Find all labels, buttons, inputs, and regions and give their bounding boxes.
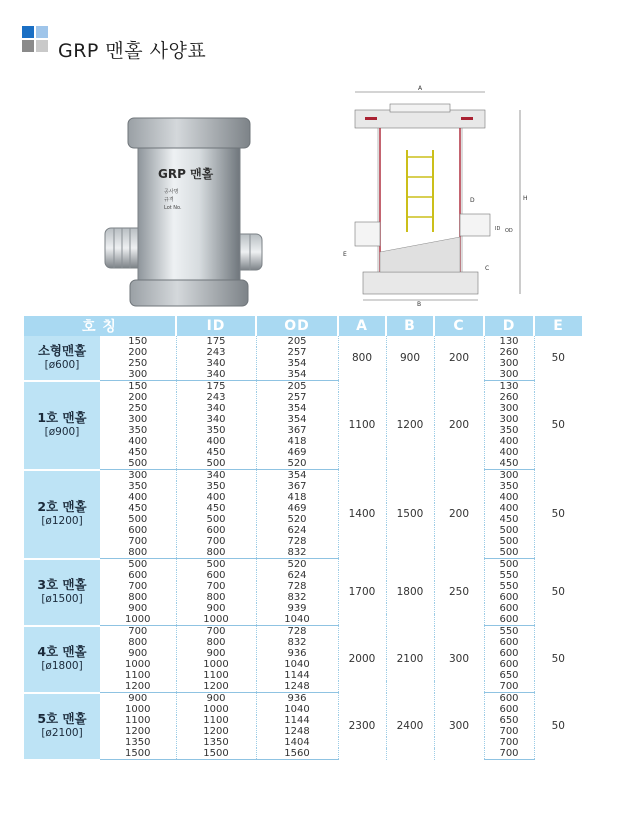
id-cell: 900 [176, 693, 256, 705]
table-row [24, 447, 582, 458]
id-cell: 1100 [176, 715, 256, 726]
od-cell: 354 [256, 403, 338, 414]
d-cell: 650 [484, 670, 534, 681]
nominal-size-cell: 300 [100, 369, 176, 381]
id-cell: 900 [176, 648, 256, 659]
model-name: 2호 맨홀 [37, 499, 87, 514]
id-cell: 340 [176, 358, 256, 369]
nominal-size-cell: 1100 [125, 715, 151, 726]
id-cell: 700 [176, 626, 256, 638]
d-cell: 450 [484, 458, 534, 470]
e-cell: 50 [534, 470, 582, 559]
b-cell: 2400 [386, 693, 434, 760]
a-cell: 2300 [338, 693, 386, 760]
id-cell: 340 [176, 369, 256, 381]
d-cell: 700 [484, 737, 534, 748]
od-cell: 354 [256, 470, 338, 482]
header-nominal: 호 칭 [24, 316, 176, 336]
e-cell: 50 [534, 559, 582, 626]
d-cell: 300 [484, 369, 534, 381]
id-cell: 1000 [176, 659, 256, 670]
d-cell: 500 [484, 536, 534, 547]
table-row [24, 715, 582, 726]
nominal-size-cell: 400 [128, 436, 148, 447]
e-cell: 50 [534, 336, 582, 381]
dim-label-od: OD [505, 228, 513, 234]
a-cell: 2000 [338, 626, 386, 693]
nominal-size-cell: 700 [128, 581, 148, 592]
od-cell: 832 [256, 637, 338, 648]
od-cell: 1144 [256, 715, 338, 726]
od-cell: 728 [256, 626, 338, 638]
od-cell: 832 [256, 592, 338, 603]
b-cell: 1800 [386, 559, 434, 626]
d-cell: 550 [484, 581, 534, 592]
table-row [24, 358, 582, 369]
dim-label-h: H [523, 195, 528, 202]
od-cell: 939 [256, 603, 338, 614]
table-row [24, 492, 582, 503]
header-id: ID [176, 316, 256, 336]
model-diameter: [ø900] [44, 426, 80, 438]
id-cell: 340 [176, 414, 256, 425]
od-cell: 624 [256, 570, 338, 581]
nominal-size-cell: 250 [128, 403, 148, 414]
od-cell: 354 [256, 369, 338, 381]
nominal-size-cell: 450 [128, 503, 148, 514]
nominal-size-cell: 250 [128, 358, 148, 369]
nominal-size-cell: 700 [128, 536, 148, 547]
od-cell: 257 [256, 392, 338, 403]
table-row [24, 559, 582, 571]
d-cell: 700 [484, 726, 534, 737]
b-cell: 900 [386, 336, 434, 381]
id-cell: 450 [176, 447, 256, 458]
model-name: 3호 맨홀 [37, 577, 87, 592]
model-diameter: [ø1500] [41, 593, 83, 605]
model-cell [24, 559, 100, 626]
id-cell: 1350 [176, 737, 256, 748]
nominal-size-cell: 300 [128, 414, 148, 425]
od-cell: 1404 [256, 737, 338, 748]
c-cell: 200 [434, 470, 484, 559]
d-cell: 350 [484, 481, 534, 492]
nominal-size-cell: 1000 [125, 659, 151, 670]
model-diameter: [ø2100] [41, 727, 83, 739]
table-row [24, 503, 582, 514]
id-cell: 243 [176, 392, 256, 403]
nominal-size-cell: 150 [128, 336, 148, 347]
table-row [24, 425, 582, 436]
od-cell: 418 [256, 436, 338, 447]
table-row [24, 637, 582, 648]
page-title: GRP 맨홀 사양표 [58, 40, 207, 62]
od-cell: 1040 [256, 704, 338, 715]
od-cell: 520 [256, 458, 338, 470]
header-a: A [338, 316, 386, 336]
logo-square-blue [22, 26, 34, 38]
b-cell: 1500 [386, 470, 434, 559]
id-cell: 400 [176, 492, 256, 503]
table-row [24, 670, 582, 681]
nominal-size-cell: 350 [128, 425, 148, 436]
model-name: 4호 맨홀 [37, 644, 87, 659]
d-cell: 130 [484, 336, 534, 347]
od-cell: 205 [256, 336, 338, 347]
a-cell: 1400 [338, 470, 386, 559]
table-row [24, 592, 582, 603]
logo-square-lightgray [36, 40, 48, 52]
nominal-size-cell: 1350 [125, 737, 151, 748]
table-row [24, 704, 582, 715]
manhole-section-diagram [335, 82, 535, 307]
d-cell: 450 [484, 514, 534, 525]
model-diameter: [ø600] [44, 358, 80, 371]
table-row [24, 726, 582, 737]
c-cell: 300 [434, 693, 484, 760]
d-cell: 260 [484, 347, 534, 358]
od-cell: 1040 [256, 614, 338, 626]
nominal-size-cell: 150 [128, 381, 148, 392]
top-cap [128, 118, 250, 148]
table-row [24, 414, 582, 425]
nominal-size-cell: 1000 [125, 704, 151, 715]
nominal-size-cell: 1200 [100, 681, 176, 693]
dim-label-b: B [417, 301, 422, 307]
d-cell: 130 [484, 381, 534, 393]
id-cell: 450 [176, 503, 256, 514]
c-cell: 300 [434, 626, 484, 693]
od-cell: 1248 [256, 726, 338, 737]
table-row [24, 403, 582, 414]
table-row [24, 347, 582, 358]
b-cell: 1200 [386, 381, 434, 470]
d-cell: 600 [484, 592, 534, 603]
d-cell: 600 [484, 614, 534, 626]
d-cell: 300 [484, 414, 534, 425]
table-row [24, 336, 582, 347]
table-header-row [24, 316, 582, 336]
table-row [24, 681, 582, 693]
photo-small-line-2: 규격 [164, 197, 174, 203]
od-cell: 354 [256, 414, 338, 425]
c-cell: 200 [434, 336, 484, 381]
id-cell: 500 [176, 559, 256, 571]
model-cell [24, 470, 100, 559]
od-cell: 205 [256, 381, 338, 393]
table-row [24, 737, 582, 748]
nominal-size-cell: 1100 [125, 670, 151, 681]
header-c: C [434, 316, 484, 336]
od-cell: 354 [256, 358, 338, 369]
nominal-size-cell: 700 [128, 626, 148, 637]
id-cell: 1000 [176, 704, 256, 715]
a-cell: 800 [338, 336, 386, 381]
d-cell: 300 [484, 470, 534, 482]
table-row [24, 458, 582, 470]
model-cell [24, 693, 100, 760]
nominal-size-cell: 500 [128, 514, 148, 525]
dim-label-e: E [343, 251, 347, 258]
nominal-size-cell: 800 [100, 547, 176, 559]
d-cell: 500 [484, 547, 534, 559]
e-cell: 50 [534, 693, 582, 760]
nominal-size-cell: 400 [128, 492, 148, 503]
table-row [24, 693, 582, 705]
dim-label-a: A [418, 85, 423, 92]
nominal-size-cell: 1000 [100, 614, 176, 626]
header-e: E [534, 316, 582, 336]
d-cell: 600 [484, 659, 534, 670]
od-cell: 728 [256, 536, 338, 547]
table-row [24, 392, 582, 403]
id-cell: 600 [176, 525, 256, 536]
od-cell: 832 [256, 547, 338, 559]
model-name: 5호 맨홀 [37, 711, 87, 726]
e-cell: 50 [534, 626, 582, 693]
table-row [24, 659, 582, 670]
bottom-base [130, 280, 248, 306]
od-cell: 469 [256, 447, 338, 458]
photo-label: GRP 맨홀 [158, 167, 214, 181]
nominal-size-cell: 1200 [125, 726, 151, 737]
model-cell [24, 336, 100, 381]
od-cell: 257 [256, 347, 338, 358]
table-row [24, 525, 582, 536]
id-cell: 400 [176, 436, 256, 447]
id-cell: 1500 [176, 748, 256, 760]
d-cell: 600 [484, 637, 534, 648]
nominal-size-cell: 900 [128, 693, 148, 704]
d-cell: 600 [484, 704, 534, 715]
a-cell: 1700 [338, 559, 386, 626]
spec-table [24, 316, 582, 761]
od-cell: 1248 [256, 681, 338, 693]
table-row [24, 581, 582, 592]
od-cell: 1144 [256, 670, 338, 681]
id-cell: 800 [176, 637, 256, 648]
table-row [24, 570, 582, 581]
id-cell: 243 [176, 347, 256, 358]
od-cell: 728 [256, 581, 338, 592]
id-cell: 1000 [176, 614, 256, 626]
logo-square-gray [22, 40, 34, 52]
spec-table-body [24, 336, 582, 760]
d-cell: 350 [484, 425, 534, 436]
dim-label-id: ID [495, 226, 501, 232]
model-name: 소형맨홀 [37, 342, 87, 358]
dim-label-d: D [470, 197, 475, 204]
nominal-size-cell: 500 [128, 559, 148, 570]
id-cell: 500 [176, 514, 256, 525]
nominal-size-cell: 900 [128, 603, 148, 614]
d-cell: 500 [484, 559, 534, 571]
nominal-size-cell: 800 [128, 637, 148, 648]
id-cell: 340 [176, 470, 256, 482]
table-row [24, 381, 582, 393]
od-cell: 936 [256, 648, 338, 659]
nominal-size-cell: 900 [128, 648, 148, 659]
table-row [24, 470, 582, 482]
table-row [24, 648, 582, 659]
id-cell: 175 [176, 336, 256, 347]
model-diameter: [ø1200] [41, 515, 83, 527]
od-cell: 1560 [256, 748, 338, 760]
nominal-size-cell: 350 [128, 481, 148, 492]
d-cell: 600 [484, 693, 534, 705]
id-cell: 900 [176, 603, 256, 614]
id-cell: 800 [176, 547, 256, 559]
a-cell: 1100 [338, 381, 386, 470]
nominal-size-cell: 450 [128, 447, 148, 458]
nominal-size-cell: 500 [100, 458, 176, 470]
od-cell: 624 [256, 525, 338, 536]
d-cell: 500 [484, 525, 534, 536]
d-cell: 300 [484, 403, 534, 414]
od-cell: 367 [256, 481, 338, 492]
od-cell: 469 [256, 503, 338, 514]
nominal-size-cell: 1500 [100, 748, 176, 760]
d-cell: 550 [484, 570, 534, 581]
d-cell: 700 [484, 748, 534, 760]
e-cell: 50 [534, 381, 582, 470]
id-cell: 350 [176, 425, 256, 436]
nominal-size-cell: 600 [128, 570, 148, 581]
manhole-product-photo [100, 100, 280, 315]
id-cell: 800 [176, 592, 256, 603]
table-row [24, 481, 582, 492]
table-row [24, 369, 582, 381]
table-row [24, 748, 582, 760]
table-row [24, 547, 582, 559]
dim-label-c: C [485, 265, 490, 272]
d-cell: 700 [484, 681, 534, 693]
table-row [24, 614, 582, 626]
id-cell: 340 [176, 403, 256, 414]
id-cell: 1200 [176, 726, 256, 737]
d-cell: 260 [484, 392, 534, 403]
id-cell: 700 [176, 536, 256, 547]
table-row [24, 626, 582, 638]
nominal-size-cell: 300 [128, 470, 148, 481]
id-cell: 700 [176, 581, 256, 592]
photo-small-line-1: 공사명 [164, 189, 179, 195]
d-cell: 400 [484, 492, 534, 503]
id-cell: 350 [176, 481, 256, 492]
c-cell: 250 [434, 559, 484, 626]
header-od: OD [256, 316, 338, 336]
d-cell: 400 [484, 447, 534, 458]
nominal-size-cell: 200 [128, 392, 148, 403]
table-row [24, 536, 582, 547]
model-cell [24, 381, 100, 470]
logo-square-lightblue [36, 26, 48, 38]
c-cell: 200 [434, 381, 484, 470]
header-b: B [386, 316, 434, 336]
nominal-size-cell: 800 [128, 592, 148, 603]
id-cell: 600 [176, 570, 256, 581]
photo-small-line-3: Lot No. [164, 205, 182, 211]
nominal-size-cell: 200 [128, 347, 148, 358]
nominal-size-cell: 600 [128, 525, 148, 536]
model-name: 1호 맨홀 [37, 410, 87, 425]
d-cell: 400 [484, 503, 534, 514]
od-cell: 418 [256, 492, 338, 503]
model-cell [24, 626, 100, 693]
header-d: D [484, 316, 534, 336]
od-cell: 520 [256, 559, 338, 571]
b-cell: 2100 [386, 626, 434, 693]
id-cell: 1200 [176, 681, 256, 693]
od-cell: 367 [256, 425, 338, 436]
d-cell: 400 [484, 436, 534, 447]
model-diameter: [ø1800] [41, 660, 83, 672]
id-cell: 1100 [176, 670, 256, 681]
d-cell: 550 [484, 626, 534, 638]
table-row [24, 514, 582, 525]
table-row [24, 603, 582, 614]
od-cell: 936 [256, 693, 338, 705]
d-cell: 600 [484, 648, 534, 659]
id-cell: 175 [176, 381, 256, 393]
od-cell: 520 [256, 514, 338, 525]
table-row [24, 436, 582, 447]
d-cell: 600 [484, 603, 534, 614]
d-cell: 650 [484, 715, 534, 726]
d-cell: 300 [484, 358, 534, 369]
id-cell: 500 [176, 458, 256, 470]
od-cell: 1040 [256, 659, 338, 670]
